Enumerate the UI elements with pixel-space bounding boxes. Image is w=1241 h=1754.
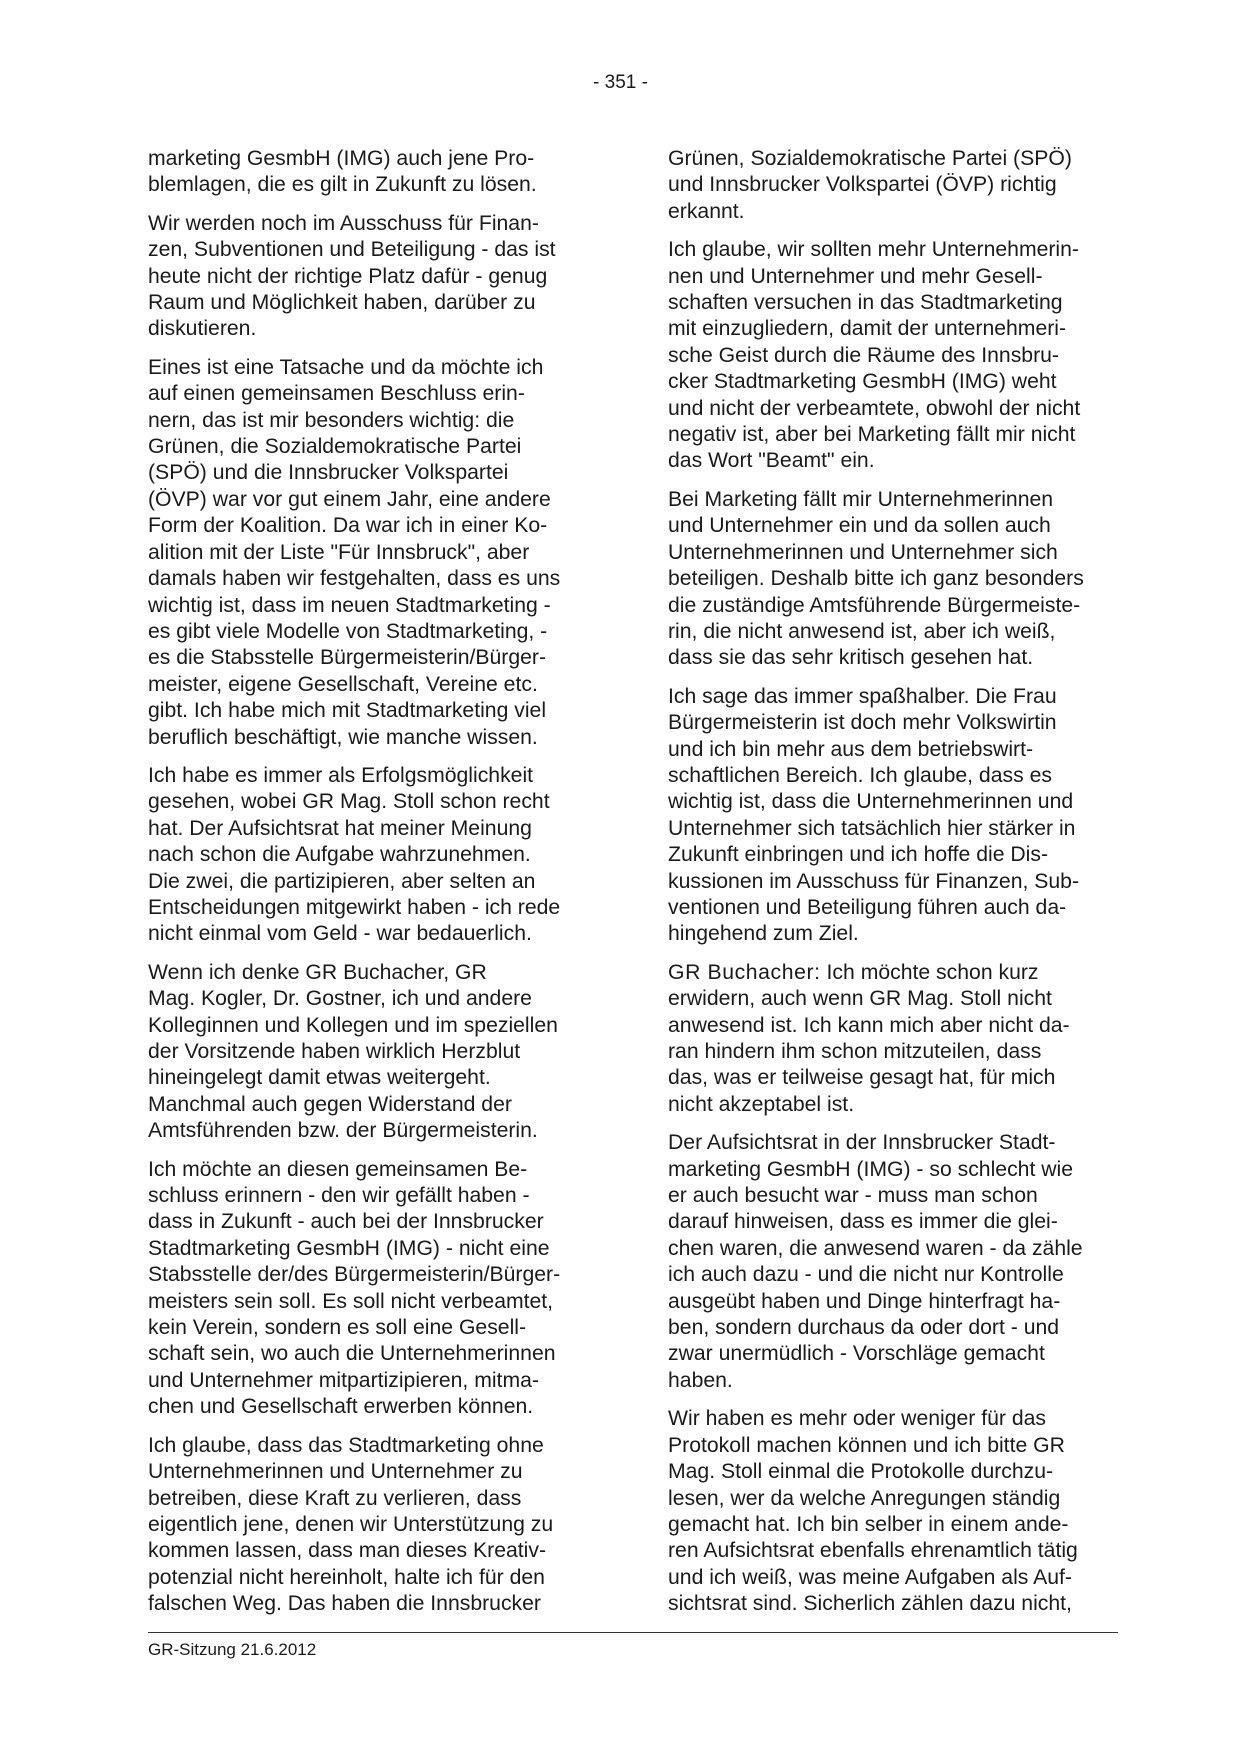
text-line: Ich glaube, dass das Stadtmarketing ohne — [148, 1433, 544, 1457]
text-line: schluss erinnern - den wir gefällt haben - — [148, 1184, 530, 1208]
text-line: kussionen im Ausschuss für Finanzen, Sub- — [668, 869, 1080, 893]
text-line: nicht einmal vom Geld - war bedauerlich. — [148, 922, 532, 946]
text-line: hineingelegt damit etwas weitergeht. — [148, 1066, 491, 1090]
text-line: Stabsstelle der/des Bürgermeisterin/Bürger- — [148, 1263, 561, 1287]
text-line: ran hindern ihm schon mitzuteilen, dass — [668, 1040, 1042, 1063]
text-line: Der Aufsichtsrat in der Innsbrucker Stadt- — [668, 1131, 1056, 1155]
text-line: Kolleginnen und Kollegen und im speziellen — [148, 1013, 558, 1037]
text-line: Ich habe es immer als Erfolgsmöglichkeit — [148, 763, 534, 787]
paragraph — [148, 763, 598, 948]
text-line: negativ ist, aber bei Marketing fällt mir nicht — [668, 423, 1076, 447]
text-line: rin, die nicht anwesend ist, aber ich weiß, — [668, 619, 1056, 643]
text-line: Mag. Kogler, Dr. Gostner, ich und andere — [148, 987, 532, 1011]
text-line: erkannt. — [668, 199, 745, 223]
text-line: und Unternehmer ein und da sollen auch — [668, 514, 1051, 538]
text-line: lesen, wer da welche Anregungen ständig — [668, 1486, 1061, 1510]
text-line: und Unternehmer mitpartizipieren, mitma- — [148, 1368, 539, 1392]
text-line: marketing GesmbH (IMG) auch jene Pro- — [148, 147, 535, 170]
text-line: meisters sein soll. Es soll nicht verbeamtet, — [148, 1289, 554, 1313]
text-line: Wir haben es mehr oder weniger für das — [668, 1407, 1047, 1431]
text-line: beteiligen. Deshalb bitte ich ganz besonders — [668, 567, 1084, 591]
text-line: schaftlichen Bereich. Ich glaube, dass es — [668, 763, 1052, 787]
text-line: ventionen und Beteiligung führen auch da- — [668, 895, 1067, 919]
text-line: GR Buchacher: Ich möchte schon kurz — [668, 960, 1039, 984]
text-line: kommen lassen, dass man dieses Kreativ- — [148, 1539, 547, 1563]
text-line: dass sie das sehr kritisch gesehen hat. — [668, 646, 1034, 670]
text-line: die zuständige Amtsführende Bürgermeiste- — [668, 593, 1081, 617]
paragraph — [668, 487, 1118, 672]
text-line: Manchmal auch gegen Widerstand der — [148, 1092, 512, 1116]
text-line: nach schon die Aufgabe wahrzunehmen. — [148, 843, 531, 867]
text-line: marketing GesmbH (IMG) - so schlecht wie — [668, 1157, 1074, 1181]
text-line: Zukunft einbringen und ich hoffe die Dis- — [668, 843, 1049, 867]
paragraph — [668, 1130, 1118, 1394]
paragraph — [148, 1433, 598, 1618]
text-line: Bürgermeisterin ist doch mehr Volkswirtin — [668, 711, 1057, 735]
text-line: erwidern, auch wenn GR Mag. Stoll nicht — [668, 987, 1052, 1011]
text-line: ren Aufsichtsrat ebenfalls ehrenamtlich tätig — [668, 1539, 1078, 1563]
text-line: anwesend ist. Ich kann mich aber nicht da- — [668, 1013, 1070, 1037]
text-line: es gibt viele Modelle von Stadtmarketing, - — [148, 619, 548, 643]
text-line: es die Stabsstelle Bürgermeisterin/Bürger- — [148, 646, 547, 670]
text-line: Amtsführenden bzw. der Bürgermeisterin. — [148, 1119, 538, 1143]
text-line: sche Geist durch die Räume des Innsbru- — [668, 343, 1059, 367]
text-line: potenzial nicht hereinholt, halte ich für den — [148, 1565, 545, 1589]
footer-divider — [148, 1632, 1118, 1633]
text-line: zwar unermüdlich - Vorschläge gemacht — [668, 1342, 1045, 1366]
text-line: schaften versuchen in das Stadtmarketing — [668, 291, 1063, 315]
text-line: er auch besucht war - muss man schon — [668, 1184, 1038, 1208]
text-line: gibt. Ich habe mich mit Stadtmarketing viel — [148, 699, 547, 723]
text-line: Die zwei, die partizipieren, aber selten an — [148, 869, 536, 893]
text-line: damals haben wir festgehalten, dass es uns — [148, 567, 561, 591]
text-line: hat. Der Aufsichtsrat hat meiner Meinung — [148, 816, 532, 840]
text-line: nicht akzeptabel ist. — [668, 1092, 855, 1116]
text-line: und ich bin mehr aus dem betriebswirt- — [668, 737, 1034, 761]
paragraph — [148, 960, 598, 1145]
text-line: blemlagen, die es gilt in Zukunft zu lösen. — [148, 173, 537, 197]
right-column — [668, 146, 1118, 1630]
text-line: Eines ist eine Tatsache und da möchte ich — [148, 355, 544, 379]
text-line: gemacht hat. Ich bin selber in einem ande- — [668, 1512, 1069, 1536]
text-line: auf einen gemeinsamen Beschluss erin- — [148, 382, 525, 406]
text-line: meister, eigene Gesellschaft, Vereine etc. — [148, 672, 538, 696]
text-line: ich auch dazu - und die nicht nur Kontrolle — [668, 1263, 1064, 1287]
text-line: zen, Subventionen und Beteiligung - das ist — [148, 238, 556, 262]
text-line: cker Stadtmarketing GesmbH (IMG) weht — [668, 370, 1057, 394]
text-line: alition mit der Liste "Für Innsbruck", aber — [148, 540, 530, 564]
text-line: schaft sein, wo auch die Unternehmerinnen — [148, 1342, 556, 1366]
text-line: der Vorsitzende haben wirklich Herzblut — [148, 1040, 521, 1063]
text-line: chen waren, die anwesend waren - da zähle — [668, 1236, 1083, 1260]
paragraph — [668, 684, 1118, 948]
text-line: wichtig ist, dass im neuen Stadtmarketing - — [148, 593, 551, 617]
text-line: Ich glaube, wir sollten mehr Unternehmerin- — [668, 238, 1079, 262]
paragraph — [668, 1406, 1118, 1617]
paragraph — [668, 146, 1118, 225]
text-line: Bei Marketing fällt mir Unternehmerinnen — [668, 487, 1054, 511]
text-line: mit einzugliedern, damit der unternehmeri- — [668, 317, 1067, 341]
text-line: (ÖVP) war vor gut einem Jahr, eine andere — [148, 487, 551, 511]
text-line: beruflich beschäftigt, wie manche wissen. — [148, 725, 538, 749]
text-line: ben, sondern durchaus da oder dort - und — [668, 1316, 1060, 1340]
text-line: und nicht der verbeamtete, obwohl der nicht — [668, 396, 1081, 420]
paragraph — [148, 355, 598, 751]
text-line: Stadtmarketing GesmbH (IMG) - nicht eine — [148, 1236, 550, 1260]
text-line: heute nicht der richtige Platz dafür - genug — [148, 264, 548, 288]
text-line: kein Verein, sondern es soll eine Gesell- — [148, 1316, 527, 1340]
text-line: Protokoll machen können und ich bitte GR — [668, 1433, 1065, 1457]
text-line: Unternehmerinnen und Unternehmer zu — [148, 1460, 523, 1484]
paragraph — [148, 1157, 598, 1421]
text-line: Grünen, Sozialdemokratische Partei (SPÖ) — [668, 147, 1072, 170]
text-line: nen und Unternehmer und mehr Gesell- — [668, 264, 1043, 288]
text-line: Raum und Möglichkeit haben, darüber zu — [148, 291, 536, 315]
paragraph — [148, 146, 598, 199]
text-line: und Innsbrucker Volkspartei (ÖVP) richtig — [668, 173, 1057, 197]
text-line: hingehend zum Ziel. — [668, 922, 859, 946]
text-line: das, was er teilweise gesagt hat, für mich — [668, 1066, 1056, 1090]
text-line: das Wort "Beamt" ein. — [668, 449, 875, 473]
text-line: betreiben, diese Kraft zu verlieren, dass — [148, 1486, 522, 1510]
text-line: wichtig ist, dass die Unternehmerinnen und — [668, 790, 1074, 814]
text-line: Form der Koalition. Da war ich in einer Ko- — [148, 514, 548, 538]
text-line: Wenn ich denke GR Buchacher, GR — [148, 960, 487, 984]
page-number: - 351 - — [593, 72, 648, 93]
paragraph — [668, 237, 1118, 475]
text-line: sichtsrat sind. Sicherlich zählen dazu nicht, — [668, 1592, 1072, 1616]
footer-session-date: GR-Sitzung 21.6.2012 — [148, 1640, 317, 1659]
left-column — [148, 146, 598, 1630]
text-line: und ich weiß, was meine Aufgaben als Auf- — [668, 1565, 1072, 1589]
speaker-name: GR Buchacher: — [668, 960, 821, 984]
text-line: gesehen, wobei GR Mag. Stoll schon recht — [148, 790, 550, 814]
text-line: ausgeübt haben und Dinge hinterfragt ha- — [668, 1289, 1061, 1313]
text-line: diskutieren. — [148, 317, 257, 341]
paragraph — [668, 960, 1118, 1118]
text-line: chen und Gesellschaft erwerben können. — [148, 1395, 534, 1419]
text-line: Wir werden noch im Ausschuss für Finan- — [148, 211, 539, 235]
text-line: dass in Zukunft - auch bei der Innsbrucker — [148, 1210, 544, 1234]
paragraph — [148, 211, 598, 343]
text-line: (SPÖ) und die Innsbrucker Volkspartei — [148, 461, 509, 485]
text-line: Entscheidungen mitgewirkt haben - ich rede — [148, 895, 561, 919]
text-line: Unternehmer sich tatsächlich hier stärker in — [668, 816, 1076, 840]
text-line: darauf hinweisen, dass es immer die glei- — [668, 1210, 1058, 1234]
text-line: Ich möchte an diesen gemeinsamen Be- — [148, 1157, 528, 1181]
text-line: Mag. Stoll einmal die Protokolle durchzu- — [668, 1460, 1054, 1484]
text-line: falschen Weg. Das haben die Innsbrucker — [148, 1592, 541, 1616]
text-line: nern, das ist mir besonders wichtig: die — [148, 408, 515, 432]
text-line: Ich sage das immer spaßhalber. Die Frau — [668, 684, 1057, 708]
text-line: Grünen, die Sozialdemokratische Partei — [148, 435, 522, 459]
text-line: Unternehmerinnen und Unternehmer sich — [668, 540, 1058, 564]
text-line: eigentlich jene, denen wir Unterstützung zu — [148, 1512, 554, 1536]
text-line: haben. — [668, 1368, 733, 1392]
